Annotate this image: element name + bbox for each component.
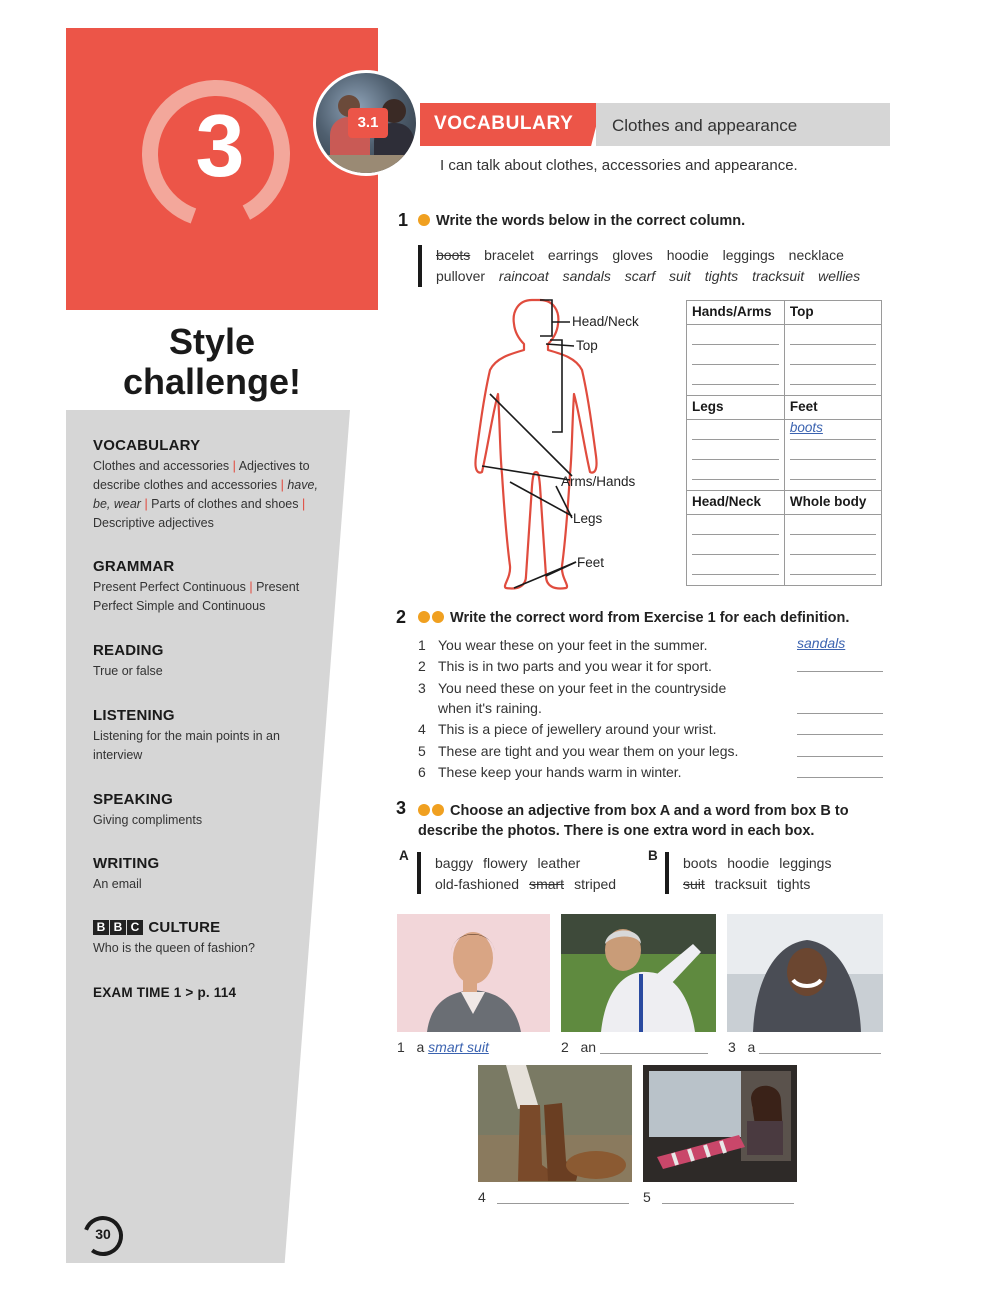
separator: | [280, 478, 284, 492]
answer-field[interactable] [797, 737, 883, 757]
contents-writing [93, 855, 338, 894]
unit-number: 3 [195, 96, 245, 195]
answer-field[interactable] [797, 758, 883, 778]
instruction-text: describe the photos. There is one extra word in each box. [418, 823, 815, 839]
word: suit [669, 268, 691, 284]
bbc-logo-letter: C [127, 920, 143, 935]
definition-item [418, 719, 717, 739]
word-box-bar [417, 852, 421, 894]
exercise-number: 2 [396, 607, 407, 627]
contents-exam [93, 985, 338, 1003]
contents-heading: SPEAKING [93, 791, 173, 808]
answer-cell[interactable] [784, 325, 881, 396]
instruction-text: Write the words below in the correct column. [436, 213, 746, 229]
answer-cell[interactable] [784, 515, 881, 586]
answer-field[interactable]: sandals [797, 635, 846, 651]
definition-item [418, 762, 682, 782]
contents-text: True or false [93, 664, 163, 678]
exam-link: EXAM TIME 1 > p. 114 [93, 985, 237, 1000]
photo-caption [397, 1039, 489, 1055]
photo-caption [478, 1189, 629, 1205]
column-header: Head/Neck [687, 491, 785, 515]
word: smart [529, 876, 565, 892]
photo-number: 5 [643, 1189, 651, 1205]
section-title: VOCABULARY [434, 113, 574, 134]
contents-heading: GRAMMAR [93, 558, 175, 575]
word: pullover [436, 268, 486, 284]
item-number: 4 [418, 721, 426, 737]
photo-answer[interactable] [662, 1189, 794, 1204]
photo-caption [643, 1189, 794, 1205]
photo-woman-suit [397, 914, 550, 1032]
word: flowery [483, 855, 528, 871]
exercise-number: 1 [398, 210, 409, 230]
contents-text [93, 578, 338, 616]
label-arms-hands: Arms/Hands [561, 474, 636, 489]
unit-title [66, 322, 358, 402]
word: suit [683, 876, 705, 892]
separator: | [301, 497, 306, 511]
answer-cell[interactable] [687, 420, 785, 491]
word-box [436, 245, 870, 287]
exercise-instruction [418, 213, 745, 229]
photo-number: 1 [397, 1039, 405, 1055]
photo-boy-hoodie [727, 914, 883, 1032]
definition-text: when it's raining. [438, 700, 542, 716]
article: an [580, 1039, 597, 1055]
word: necklace [788, 247, 844, 263]
contents-item: Present Perfect Continuous [93, 580, 246, 594]
word-box-bar [665, 852, 669, 894]
definition-item [418, 741, 738, 761]
definition-item [418, 656, 712, 676]
photo-caption [728, 1039, 881, 1055]
word: raincoat [498, 268, 549, 284]
word: boots [683, 855, 718, 871]
contents-item: have, be, wear [93, 478, 318, 511]
photo-leather-boots [478, 1065, 632, 1182]
item-number: 6 [418, 764, 426, 780]
photo-caption [561, 1039, 708, 1055]
word-box-a [435, 853, 626, 895]
unit-title-line1: Style [168, 321, 256, 362]
box-a-label: A [399, 848, 409, 863]
contents-item: Clothes and accessories [93, 459, 230, 473]
photo-answer[interactable] [497, 1189, 629, 1204]
label-top: Top [576, 338, 598, 353]
contents-culture [93, 919, 338, 958]
bbc-logo-letter: B [93, 920, 109, 935]
contents-item: Adjectives to describe clothes and accessories [93, 459, 310, 492]
photo-striped-tights [643, 1065, 797, 1182]
photo-answer[interactable]: smart suit [428, 1039, 489, 1055]
answer-field[interactable] [797, 715, 883, 735]
column-header: Feet [784, 396, 881, 420]
word: sandals [562, 268, 611, 284]
word: hoodie [666, 247, 709, 263]
body-outline-figure [470, 296, 670, 596]
word-box-b [683, 853, 841, 895]
word: scarf [624, 268, 656, 284]
word: tracksuit [752, 268, 805, 284]
label-legs: Legs [573, 511, 603, 526]
unit-title-line2: challenge! [122, 361, 302, 402]
word: striped [574, 876, 617, 892]
contents-speaking [93, 791, 338, 830]
definition-item [418, 678, 726, 718]
word-box-bar [418, 245, 422, 287]
separator: | [144, 497, 148, 511]
word: leather [537, 855, 581, 871]
photo-answer[interactable] [600, 1039, 708, 1054]
contents-heading [93, 919, 338, 936]
lesson-number: 3.1 [348, 108, 388, 138]
answer-cell[interactable] [784, 420, 881, 491]
page-number: 30 [95, 1226, 111, 1242]
definition-item [418, 635, 708, 655]
label-head-neck: Head/Neck [572, 314, 639, 329]
article: a [747, 1039, 756, 1055]
item-number: 1 [418, 637, 426, 653]
word: gloves [612, 247, 653, 263]
separator: | [232, 459, 236, 473]
contents-text [93, 457, 338, 533]
exercise-instruction [418, 610, 849, 626]
difficulty-dot [418, 611, 430, 623]
contents-vocabulary [93, 437, 338, 533]
photo-man-tracksuit [561, 914, 716, 1032]
instruction-text: Choose an adjective from box A and a word from box B to [450, 803, 849, 819]
definition-text: You wear these on your feet in the summer. [438, 637, 708, 653]
word: hoodie [727, 855, 770, 871]
photo-number: 3 [728, 1039, 736, 1055]
bbc-logo-letter: B [110, 920, 126, 935]
definition-text: This is in two parts and you wear it for sport. [438, 658, 712, 674]
contents-item: Descriptive adjectives [93, 516, 214, 530]
word: tracksuit [714, 876, 767, 892]
word: boots [436, 247, 471, 263]
photo-answer[interactable] [759, 1039, 881, 1054]
label-feet: Feet [577, 555, 605, 570]
difficulty-dot [418, 214, 430, 226]
contents-text: Listening for the main points in an interview [93, 729, 280, 762]
contents-text: Who is the queen of fashion? [93, 941, 255, 955]
contents-text: An email [93, 877, 142, 891]
box-b-label: B [648, 848, 658, 863]
word: wellies [818, 268, 861, 284]
definition-text: You need these on your feet in the countryside [438, 680, 727, 696]
column-header: Legs [687, 396, 785, 420]
instruction-text: Write the correct word from Exercise 1 for each definition. [450, 610, 850, 626]
contents-grammar [93, 558, 338, 616]
contents-heading: LISTENING [93, 707, 175, 724]
word: leggings [779, 855, 832, 871]
contents-item: Parts of clothes and shoes [151, 497, 299, 511]
column-header: Top [784, 301, 881, 325]
contents-heading: READING [93, 642, 164, 659]
contents-panel [66, 410, 350, 1263]
example-answer: boots [790, 420, 876, 440]
word: earrings [547, 247, 599, 263]
answer-cell[interactable] [687, 325, 785, 396]
answer-field[interactable] [797, 652, 883, 672]
definition-text: These keep your hands warm in winter. [438, 764, 682, 780]
word: tights [776, 876, 811, 892]
difficulty-dot [418, 804, 430, 816]
answer-field[interactable] [797, 694, 883, 714]
lesson-subtitle: Clothes and appearance [612, 116, 798, 135]
vocabulary-columns-table [686, 300, 882, 586]
word: bracelet [484, 247, 534, 263]
word: leggings [722, 247, 775, 263]
definition-text: These are tight and you wear them on your legs. [438, 743, 739, 759]
photo-number: 4 [478, 1189, 486, 1205]
contents-item: Present Perfect Simple and Continuous [93, 580, 300, 613]
exercise-number: 3 [396, 798, 407, 818]
difficulty-dot [432, 611, 444, 623]
can-do-statement: I can talk about clothes, accessories and appearance. [440, 157, 798, 174]
contents-reading [93, 642, 338, 681]
item-number: 3 [418, 680, 426, 696]
word: baggy [435, 855, 474, 871]
contents-heading: WRITING [93, 855, 160, 872]
answer-cell[interactable] [687, 515, 785, 586]
contents-text: Giving compliments [93, 813, 203, 827]
contents-listening [93, 707, 338, 765]
column-header: Whole body [784, 491, 881, 515]
item-number: 2 [418, 658, 426, 674]
word: old-fashioned [435, 876, 520, 892]
word: tights [704, 268, 739, 284]
photo-number: 2 [561, 1039, 569, 1055]
article: a [416, 1039, 425, 1055]
culture-heading: CULTURE [148, 919, 221, 936]
contents-heading: VOCABULARY [93, 437, 201, 454]
column-header: Hands/Arms [687, 301, 785, 325]
exercise-instruction [418, 801, 849, 841]
difficulty-dot [432, 804, 444, 816]
item-number: 5 [418, 743, 426, 759]
definition-text: This is a piece of jewellery around your wrist. [438, 721, 717, 737]
separator: | [249, 580, 253, 594]
